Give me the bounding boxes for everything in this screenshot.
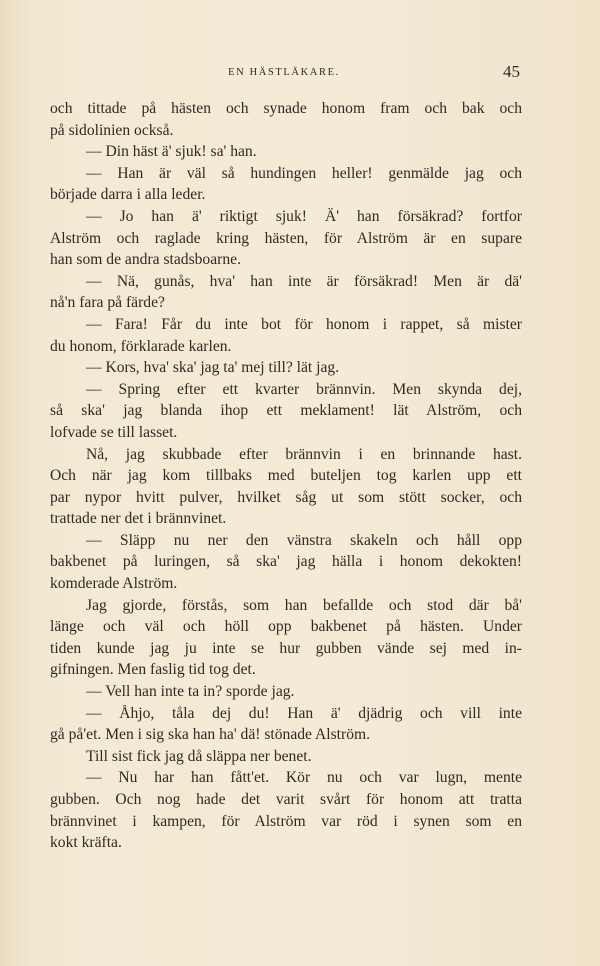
- text-line: gubben. Och nog hade det varit svårt för honom att tratta: [50, 791, 522, 808]
- text-line: Och när jag kom tillbaks med buteljen tog karlen upp ett: [50, 467, 522, 485]
- paragraph: [50, 703, 522, 746]
- text-line: nå'n fara på färde?: [50, 294, 165, 312]
- text-line: gifningen. Men faslig tid tog det.: [50, 661, 256, 679]
- body-text: [50, 98, 522, 854]
- text-line: bakbenet på luringen, så ska' jag hälla i honom dekokten!: [50, 553, 522, 571]
- text-line: Nå, jag skubbade efter brännvin i en brinnande hast.: [86, 445, 522, 463]
- text-line: Till sist fick jag då släppa ner benet.: [86, 747, 312, 765]
- paragraph: [50, 595, 522, 681]
- page-number: 45: [503, 62, 520, 81]
- text-line: länge och väl och höll opp bakbenet på hästen. Under: [50, 618, 522, 636]
- paragraph: [50, 444, 522, 530]
- text-line: par nypor hvitt pulver, hvilket såg ut som stött socker, och: [50, 488, 522, 506]
- text-line: — Fara! Får du inte bot för honom i rappet, så mister: [86, 315, 522, 333]
- text-line: — Nä, gunås, hva' han inte är försäkrad! Men är dä': [86, 272, 522, 290]
- paragraph: [50, 357, 522, 379]
- text-line: på sidolinien också.: [50, 121, 174, 139]
- paragraph: [50, 746, 522, 768]
- text-line: och tittade på hästen och synade honom fram och bak och: [50, 100, 522, 117]
- text-line: Jag gjorde, förstås, som han befallde och stod där bå': [86, 596, 522, 614]
- running-title: EN HÄSTLÄKARE.: [228, 67, 340, 78]
- text-line: — Spring efter ett kvarter brännvin. Men skynda dej,: [86, 380, 522, 398]
- text-line: lofvade se till lasset.: [50, 423, 178, 441]
- text-line: tiden kunde jag ju inte se hur gubben vände sej med in-: [50, 639, 522, 657]
- paragraph: [50, 163, 522, 206]
- text-line: — Släpp nu ner den vänstra skakeln och håll opp: [86, 531, 522, 549]
- paragraph: [50, 379, 522, 444]
- text-line: — Åhjo, tåla dej du! Han ä' djädrig och vill inte: [86, 704, 522, 722]
- running-head: [48, 62, 520, 84]
- text-line: Alström och raglade kring hästen, för Alström är en supare: [50, 229, 522, 247]
- paragraph: [50, 271, 522, 314]
- paragraph: [50, 314, 522, 357]
- text-line: brännvinet i kampen, för Alström var röd i synen som en: [50, 812, 522, 830]
- paragraph: [50, 206, 522, 271]
- text-line: komderade Alström.: [50, 575, 178, 593]
- text-line: trattade ner det i brännvinet.: [50, 510, 227, 528]
- text-line: så ska' jag blanda ihop ett meklament! lät Alström, och: [50, 402, 522, 420]
- paragraph: [50, 681, 522, 703]
- text-line: han som de andra stadsboarne.: [50, 251, 241, 269]
- paragraph: [50, 767, 522, 853]
- text-line: gå på'et. Men i sig ska han ha' dä! stönade Alström.: [50, 726, 371, 744]
- text-line: — Jo han ä' riktigt sjuk! Ä' han försäkrad? fortfor: [86, 207, 522, 225]
- text-line: började darra i alla leder.: [50, 186, 206, 204]
- text-line: — Din häst ä' sjuk! sa' han.: [86, 143, 257, 161]
- paragraph: [50, 530, 522, 595]
- paragraph: [50, 141, 522, 163]
- paragraph: [50, 98, 522, 141]
- text-line: — Nu har han fått'et. Kör nu och var lugn, mente: [86, 769, 522, 787]
- text-line: kokt kräfta.: [50, 834, 122, 852]
- text-line: — Kors, hva' ska' jag ta' mej till? lät jag.: [86, 359, 340, 377]
- text-line: du honom, förklarade karlen.: [50, 337, 232, 355]
- text-line: — Vell han inte ta in? sporde jag.: [86, 683, 295, 701]
- text-line: — Han är väl så hundingen heller! genmälde jag och: [86, 164, 522, 182]
